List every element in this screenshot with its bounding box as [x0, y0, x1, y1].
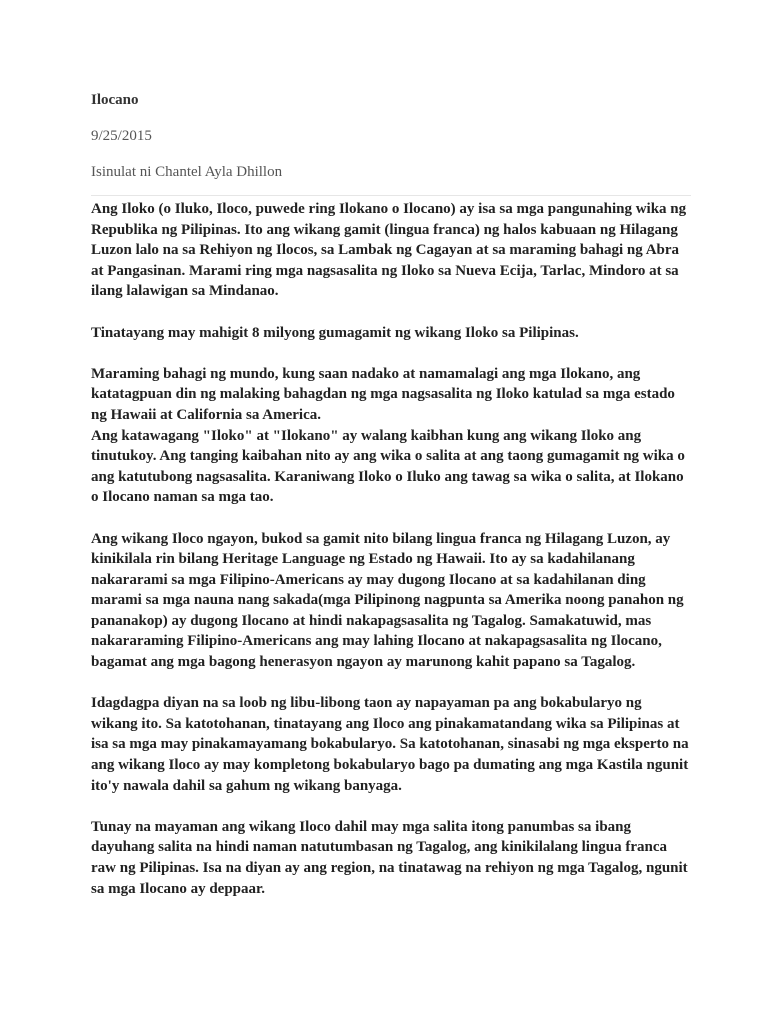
paragraph: Tunay na mayaman ang wikang Iloco dahil may mga salita itong panumbas sa ibang dayuhang salita na hindi naman natutumbasan ng Tagalog, ang kinikilalang lingua franca raw ng Pilipinas. Isa na diyan ay ang region, na tinatawag na rehiyon ng mga Tagalog, ngunit sa mga Ilocano ay deppaar.	[91, 818, 688, 897]
document-author: Isinulat ni Chantel Ayla Dhillon	[91, 164, 283, 180]
document-title: Ilocano	[91, 92, 139, 108]
document-date: 9/25/2015	[91, 128, 152, 144]
document-body	[91, 199, 691, 920]
paragraph: Tinatayang may mahigit 8 milyong gumagamit ng wikang Iloko sa Pilipinas.	[91, 324, 579, 341]
paragraph: Maraming bahagi ng mundo, kung saan nadako at namamalagi ang mga Ilokano, ang katatagpuan din ng malaking bahagdan ng mga nagsasalita ng Iloko katulad sa mga estado ng Hawaii at California sa America.	[91, 365, 675, 423]
header-divider	[91, 195, 691, 196]
paragraph: Ang Iloko (o Iluko, Iloco, puwede ring Ilokano o Ilocano) ay isa sa mga pangunahing wika ng Republika ng Pilipinas. Ito ang wikang gamit (lingua franca) ng halos kabuaan ng Hilagang Luzon lalo na sa Rehiyon ng Ilocos, sa Lambak ng Cagayan at sa maraming bahagi ng Abra at Pangasinan. Marami ring mga nagsasalita ng Iloko sa Nueva Ecija, Tarlac, Mindoro at sa ilang lalawigan sa Mindanao.	[91, 201, 687, 300]
paragraph: Ang wikang Iloco ngayon, bukod sa gamit nito bilang lingua franca ng Hilagang Luzon, ay kinikilala rin bilang Heritage Language ng Estado ng Hawaii. Ito ay sa kadahilanang nakararami sa mga Filipino-Americans ay may dugong Ilocano at sa kadahilanan ding marami sa mga nauna nang sakada(mga Pilipinong nagpunta sa Amerika noong panahon ng pananakop) ay dugong Ilocano at hindi nakapagsasalita ng Tagalog. Samakatuwid, mas nakararaming Filipino-Americans ang may lahing Ilocano at nakapagsasalita ng Ilocano, bagamat ang mga bagong henerasyon ngayon ay marunong kahit papano sa Tagalog.	[91, 530, 684, 671]
paragraph: Idagdagpa diyan na sa loob ng libu-libong taon ay napayaman pa ang bokabularyo ng wikang ito. Sa katotohanan, tinatayang ang Iloco ang pinakamatandang wika sa Pilipinas at isa sa mga may pinakamayamang bokabularyo. Sa katotohanan, sinasabi ng mga eksperto na ang wikang Iloco ay may kompletong bokabularyo bago pa dumating ang mga Kastila ngunit ito'y nawala dahil sa gahum ng wikang banyaga.	[91, 695, 689, 794]
paragraph: Ang katawagang "Iloko" at "Ilokano" ay walang kaibhan kung ang wikang Iloko ang tinutukoy. Ang tanging kaibahan nito ay ang wika o salita at ang taong gumagamit ng wika o ang katutubong nagsasalita. Karaniwang Iloko o Iluko ang tawag sa wika o salita, at Ilokano o Ilocano naman sa mga tao.	[91, 427, 685, 506]
